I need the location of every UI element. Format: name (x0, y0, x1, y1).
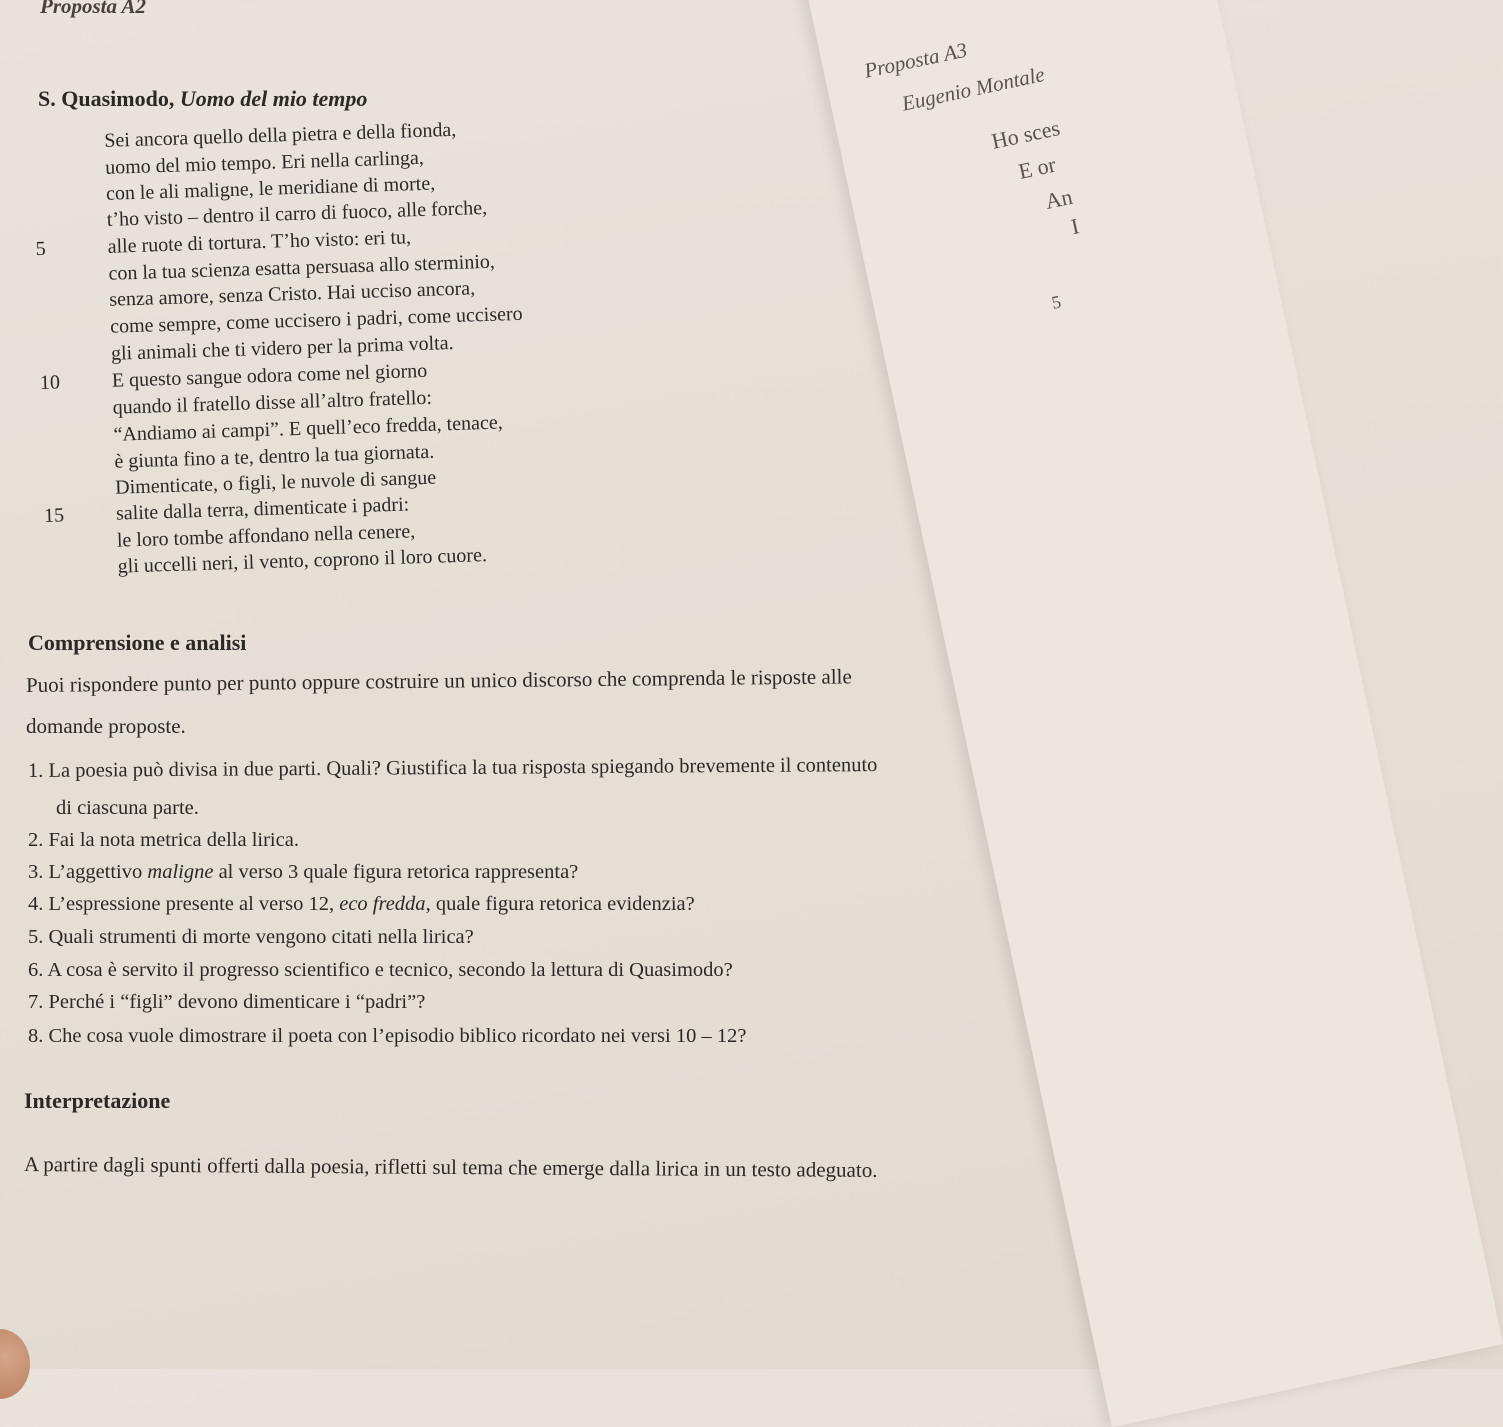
question-1-continued: di ciascuna parte. (56, 797, 199, 819)
question-4 (28, 893, 695, 916)
question-2: 2. Fai la nota metrica della lirica. (28, 829, 299, 851)
question-8: 8. Che cosa vuole dimostrare il poeta con l’episodio biblico ricordato nei versi 10 – 12? (28, 1025, 747, 1047)
question-5: 5. Quali strumenti di morte vengono citati nella lirica? (28, 926, 474, 948)
poem-line: “Andiamo ai campi”. E quell’eco fredda, tenace, (113, 411, 503, 446)
poem-line: salite dalla terra, dimenticate i padri: (115, 493, 410, 525)
page-header: Proposta A2 (40, 0, 146, 18)
poem-line: alle ruote di tortura. T’ho visto: eri tu, (107, 226, 412, 258)
comprensione-intro-line-2: domande proposte. (26, 714, 186, 738)
right-author-label: Eugenio Montale (899, 61, 1047, 116)
poem-line: con la tua scienza esatta persuasa allo sterminio, (108, 250, 496, 285)
poem-line: Sei ancora quello della pietra e della fionda, (103, 118, 457, 152)
poem-work-title: Uomo del mio tempo (179, 86, 368, 111)
interpretazione-heading: Interpretazione (24, 1088, 171, 1113)
poem-line: è giunta fino a te, dentro la tua giornata. (114, 440, 435, 473)
poem-line: gli uccelli neri, il vento, coprono il loro cuore. (117, 544, 488, 578)
question-7: 7. Perché i “figli” devono dimenticare i “padri”? (28, 991, 426, 1013)
poem-line: con le ali maligne, le meridiane di morte, (105, 172, 436, 205)
poem-line: Dimenticate, o figli, le nuvole di sangue (114, 466, 437, 499)
poem-line: quando il fratello disse all’altro fratello: (112, 386, 433, 419)
interpretazione-text: A partire dagli spunti offerti dalla poesia, rifletti sul tema che emerge dalla lirica in un testo adeguato. (23, 1152, 878, 1182)
verse-number-5: 5 (35, 237, 47, 261)
poem-line: E questo sangue odora come nel giorno (111, 359, 428, 392)
poem-line: le loro tombe affondano nella cenere, (116, 520, 416, 552)
right-line-1: Ho sces (989, 114, 1063, 154)
right-line-number: 5 (1049, 291, 1063, 313)
question-6: 6. A cosa è servito il progresso scientifico e tecnico, secondo la lettura di Quasimodo? (28, 959, 733, 981)
poem-line: t’ho visto – dentro il carro di fuoco, alle forche, (106, 196, 488, 231)
comprensione-heading: Comprensione e analisi (28, 630, 247, 655)
right-proposta-label: Proposta A3 (861, 37, 970, 83)
poem-line: senza amore, senza Cristo. Hai ucciso ancora, (108, 277, 476, 311)
comprensione-intro-line-1: Puoi rispondere punto per punto oppure costruire un unico discorso che comprenda le risposte alle (25, 664, 852, 697)
right-line-3: An (1043, 183, 1075, 214)
right-line-4: I (1068, 213, 1082, 240)
poem-line: uomo del mio tempo. Eri nella carlinga, (104, 146, 425, 179)
poem-title (38, 86, 367, 112)
poem-line: gli animali che ti videro per la prima volta. (110, 332, 454, 365)
question-4-text-a: 4. L’espressione presente al verso 12, (28, 893, 340, 915)
question-3-text-a: 3. L’aggettivo (28, 861, 148, 883)
question-3-text-b: al verso 3 quale figura retorica rappresenta? (213, 861, 579, 883)
question-3 (28, 861, 578, 884)
question-1: 1. La poesia può divisa in due parti. Quali? Giustifica la tua risposta spiegando brevemente il contenuto (27, 754, 878, 782)
right-line-2: E or (1016, 151, 1058, 184)
finger-in-corner (0, 1329, 30, 1399)
poem-line: come sempre, come uccisero i padri, come uccisero (109, 302, 523, 338)
question-4-italic: eco fredda (339, 893, 426, 915)
question-4-text-b: , quale figura retorica evidenzia? (425, 893, 695, 915)
poem-author: S. Quasimodo, (38, 86, 175, 111)
verse-number-15: 15 (43, 504, 65, 527)
verse-number-10: 10 (39, 371, 61, 395)
question-3-italic: maligne (147, 861, 214, 883)
right-page (800, 0, 1503, 1427)
